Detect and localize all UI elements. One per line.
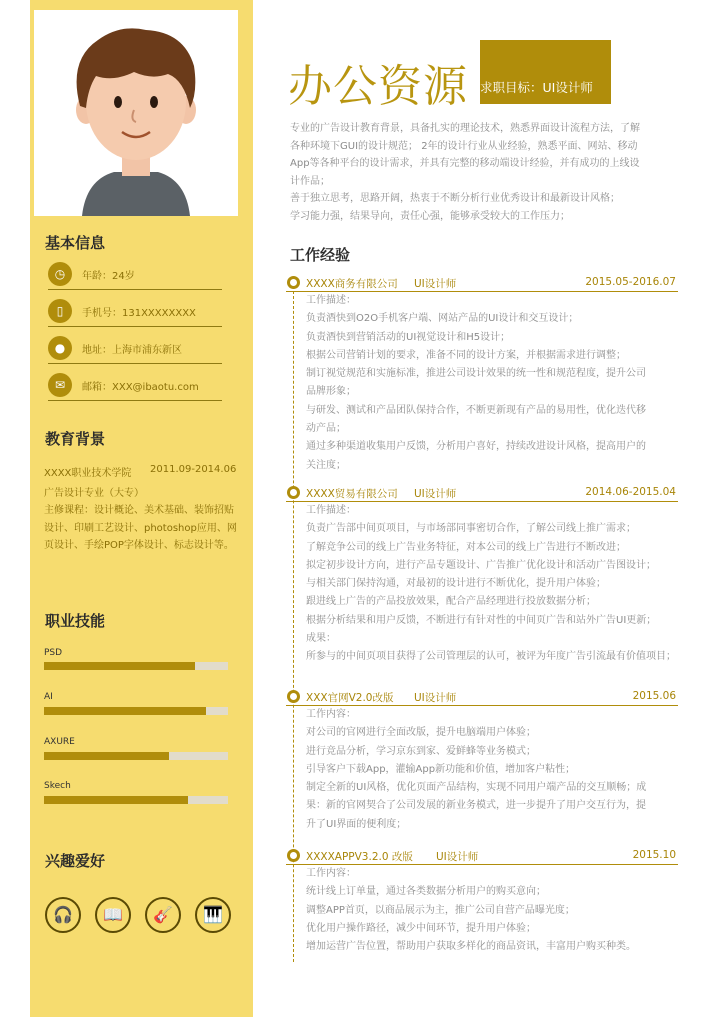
- job-line: 与研发、测试和产品团队保持合作，不断更新现有产品的易用性，优化迭代移: [306, 404, 646, 416]
- edu-period: 2011.09-2014.06: [150, 464, 237, 475]
- job-line: 增加运营广告位置，帮助用户获取多样化的商品资讯，丰富用户购买种类。: [306, 941, 636, 953]
- hobbies-title: 兴趣爱好: [45, 852, 106, 870]
- timeline-dot-icon: [287, 276, 300, 289]
- skill-fill: [44, 662, 195, 670]
- skill-bar: [44, 662, 228, 670]
- info-phone-text: 手机号：131XXXXXXXX: [82, 308, 196, 319]
- job-line: 制订视觉规范和实施标准，推进公司设计效果的统一性和规范程度，提升公司: [306, 368, 646, 380]
- job-line: 优化用户操作路径，减少中间环节，提升用户体验；: [306, 922, 536, 934]
- job-line: 统计线上订单量，通过各类数据分析用户的购买意向；: [306, 886, 546, 898]
- job-line: 负责酒快到营销活动的UI视觉设计和H5设计；: [306, 331, 511, 343]
- job-line: 对公司的官网进行全面改版，提升电脑端用户体验；: [306, 727, 536, 739]
- intro-line: 学习能力强，结果导向，责任心强，能够承受较大的工作压力；: [290, 210, 570, 222]
- job-date: 2015.06: [632, 690, 676, 702]
- job-line: 所参与的中间页项目获得了公司管理层的认可，被评为年度广告引流最有价值项目；: [306, 651, 676, 663]
- job-line: 通过多种渠道收集用户反馈，分析用户喜好，持续改进设计风格，提高用户的: [306, 441, 646, 453]
- info-age: [48, 260, 222, 290]
- intro-line: 善于独立思考，思路开阔，热衷于不断分析行业优秀设计和最新设计风格；: [290, 193, 620, 204]
- job-description: [306, 502, 706, 667]
- work-title: 工作经验: [290, 246, 351, 264]
- self-intro: [290, 120, 680, 225]
- job-company: XXXX商务有限公司: [306, 278, 398, 290]
- skills-title: 职业技能: [45, 612, 106, 630]
- job-line: 了解竞争公司的线上广告业务特征，对本公司的线上广告进行不断改进；: [306, 541, 626, 553]
- intro-line: 计作品；: [290, 175, 330, 187]
- basic-info-title: 基本信息: [45, 234, 106, 252]
- job-description: [306, 292, 706, 475]
- skill-name: PSD: [44, 648, 63, 658]
- job-line: 工作内容：: [306, 709, 356, 720]
- info-email: [48, 371, 222, 401]
- job-line: 与相关部门保持沟通，对最初的设计进行不断优化，提升用户体验；: [306, 578, 606, 590]
- edu-courses: 主修课程：设计概论、美术基础、装饰招贴设计、印刷工艺设计、photoshop应用、网页设计、手绘POP字体设计、标志设计等。: [44, 505, 237, 551]
- page-title: 办公资源: [288, 61, 468, 112]
- edu-school: XXXX职业技术学院: [44, 468, 132, 479]
- job-line: 动产品；: [306, 423, 346, 435]
- job-line: 果：新的官网契合了公司发展的新业务模式，进一步提升了用户交互行为，提: [306, 800, 646, 812]
- job-line: 负责广告部中间页项目，与市场部同事密切合作，了解公司线上推广需求；: [306, 523, 636, 535]
- job-description: [306, 865, 706, 956]
- job-line: 制定全新的UI风格，优化页面产品结构，实现不同用户端产品的交互顺畅；成: [306, 782, 647, 794]
- info-age-text: 年龄：24岁: [82, 271, 135, 282]
- intro-line: App等各种平台的设计需求，并具有完整的移动端设计经验，并有成功的上线设: [290, 158, 640, 169]
- skill-bar: [44, 796, 228, 804]
- job-line: 引导客户下载App，灌输App新功能和价值，增加客户粘性；: [306, 763, 576, 775]
- job-role: UI设计师: [414, 692, 457, 704]
- job-line: 拟定初步设计方向，进行产品专题设计、广告推广优化设计和活动广告图设计；: [306, 559, 656, 571]
- skill-name: AXURE: [44, 737, 75, 747]
- job-line: 工作内容：: [306, 868, 356, 879]
- job-date: 2015.10: [632, 849, 676, 861]
- mail-icon: ✉: [48, 373, 72, 397]
- job-line: 工作描述：: [306, 505, 356, 516]
- job-line: 关注度；: [306, 459, 346, 471]
- timeline-dot-icon: [287, 486, 300, 499]
- job-line: 根据分析结果和用户反馈，不断进行有针对性的中间页广告和站外广告UI更新；: [306, 614, 657, 626]
- location-icon: ●: [48, 336, 72, 360]
- job-header: [286, 690, 678, 706]
- info-phone: [48, 297, 222, 327]
- job-line: 进行竞品分析，学习京东到家、爱鲜蜂等业务模式；: [306, 745, 536, 757]
- skill-bar: [44, 752, 228, 760]
- skill-fill: [44, 752, 169, 760]
- job-company: XXXXAPPV3.2.0 改版: [306, 851, 413, 863]
- job-description: [306, 706, 706, 834]
- avatar: [34, 10, 238, 216]
- headphones-icon: 🎧: [45, 897, 81, 933]
- job-line: 成果：: [306, 633, 336, 645]
- skill-name: AI: [44, 692, 53, 702]
- skill-bar: [44, 707, 228, 715]
- job-line: 根据公司营销计划的要求，准备不同的设计方案，并根据需求进行调整；: [306, 349, 626, 361]
- job-date: 2014.06-2015.04: [585, 486, 676, 498]
- phone-icon: ▯: [48, 299, 72, 323]
- job-line: 负责酒快到O2O手机客户端、网站产品的UI设计和交互设计；: [306, 313, 579, 325]
- job-line: 调整APP首页，以商品展示为主，推广公司自营产品曝光度；: [306, 904, 575, 916]
- edu-major: 广告设计专业（大专）: [44, 488, 144, 499]
- guitar-icon: 🎸: [145, 897, 181, 933]
- job-line: 工作描述：: [306, 295, 356, 306]
- sidebar: [30, 0, 253, 1017]
- info-address-text: 地址：上海市浦东新区: [82, 345, 182, 356]
- job-company: XXX官网V2.0改版: [306, 692, 394, 704]
- skill-fill: [44, 796, 188, 804]
- book-icon: 📖: [95, 897, 131, 933]
- timeline-dot-icon: [287, 849, 300, 862]
- skill-name: Skech: [44, 781, 71, 791]
- education-title: 教育背景: [45, 430, 106, 448]
- info-address: [48, 334, 222, 364]
- intro-line: 各种环境下GUI的设计规范； 2年的设计行业从业经验，熟悉平面、网站、移动: [290, 140, 638, 152]
- job-header: [286, 486, 678, 502]
- piano-icon: 🎹: [195, 897, 231, 933]
- job-company: XXXX贸易有限公司: [306, 488, 398, 500]
- job-line: 升了UI界面的便利度；: [306, 818, 407, 830]
- job-date: 2015.05-2016.07: [585, 276, 676, 288]
- info-email-text: 邮箱：XXX@ibaotu.com: [82, 382, 199, 393]
- timeline-dot-icon: [287, 690, 300, 703]
- job-role: UI设计师: [436, 851, 479, 863]
- skill-fill: [44, 707, 206, 715]
- job-header: [286, 276, 678, 292]
- job-line: 品牌形象；: [306, 386, 356, 398]
- clock-icon: ◷: [48, 262, 72, 286]
- job-line: 跟进线上广告的产品投放效果，配合产品经理进行投放数据分析；: [306, 596, 596, 608]
- job-role: UI设计师: [414, 278, 457, 290]
- job-header: [286, 849, 678, 865]
- intro-line: 专业的广告设计教育背景，具备扎实的理论技术，熟悉界面设计流程方法，了解: [290, 123, 640, 134]
- job-role: UI设计师: [414, 488, 457, 500]
- job-target: 求职目标：UI设计师: [480, 80, 593, 95]
